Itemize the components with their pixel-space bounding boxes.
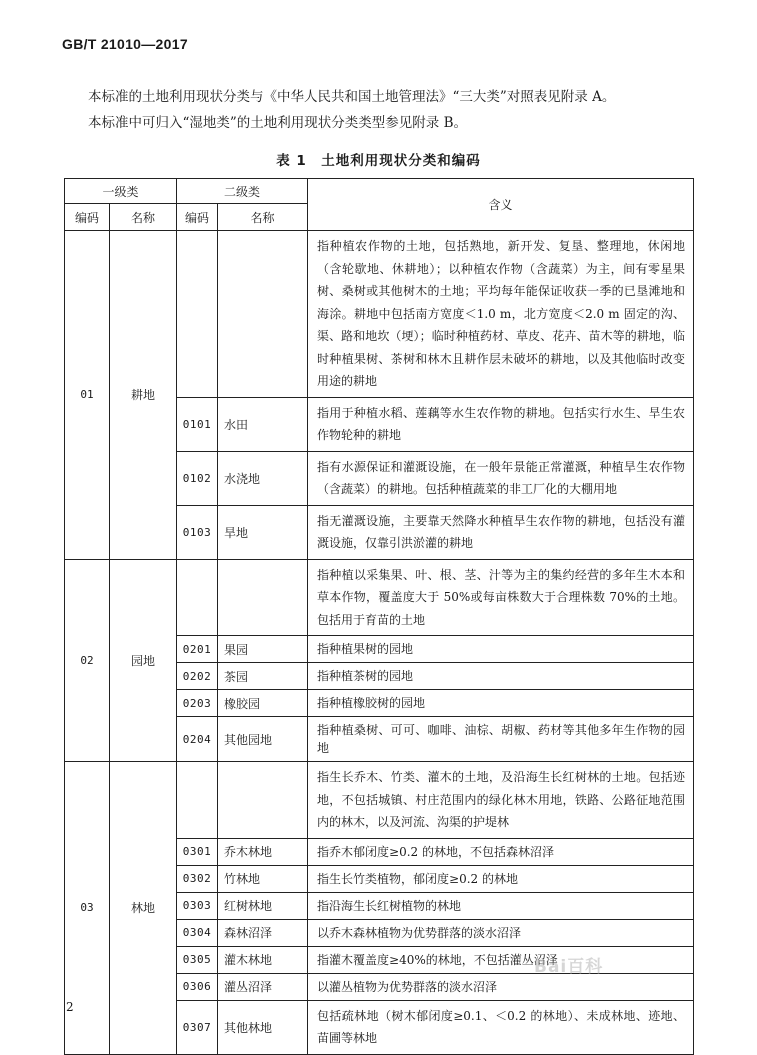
definition: 指沿海生长红树植物的林地 <box>308 892 694 919</box>
header-level2: 二级类 <box>177 179 308 204</box>
level2-name: 茶园 <box>218 663 308 690</box>
level2-code: 0306 <box>177 973 218 1000</box>
level2-name: 竹林地 <box>218 865 308 892</box>
definition: 指种植橡胶树的园地 <box>308 690 694 717</box>
table-row <box>65 231 694 398</box>
definition: 包括疏林地（树木郁闭度≥0.1、＜0.2 的林地）、未成林地、迹地、苗圃等林地 <box>308 1000 694 1054</box>
definition: 指种植桑树、可可、咖啡、油棕、胡椒、药材等其他多年生作物的园地 <box>308 717 694 762</box>
header-level2-name: 名称 <box>218 204 308 231</box>
level1-code: 02 <box>65 559 110 762</box>
level2-code: 0303 <box>177 892 218 919</box>
level1-code: 01 <box>65 231 110 560</box>
table-row <box>65 762 694 839</box>
level2-name: 红树林地 <box>218 892 308 919</box>
level2-code-empty <box>177 762 218 839</box>
level2-name: 灌丛沼泽 <box>218 973 308 1000</box>
page-number: 2 <box>66 1000 74 1014</box>
definition: 指种植茶树的园地 <box>308 663 694 690</box>
header-level1: 一级类 <box>65 179 177 204</box>
level2-name: 其他林地 <box>218 1000 308 1054</box>
table-title: 表 1 土地利用现状分类和编码 <box>276 153 481 169</box>
level1-name: 耕地 <box>110 231 177 560</box>
definition: 指种植果树的园地 <box>308 636 694 663</box>
level2-code-empty <box>177 559 218 636</box>
level2-name: 其他园地 <box>218 717 308 762</box>
level2-code: 0305 <box>177 946 218 973</box>
level2-code: 0202 <box>177 663 218 690</box>
definition: 指灌木覆盖度≥40%的林地，不包括灌丛沼泽 <box>308 946 694 973</box>
level2-name-empty <box>218 762 308 839</box>
land-use-classification-table <box>64 178 694 1055</box>
level1-name: 园地 <box>110 559 177 762</box>
definition: 指生长乔木、竹类、灌木的土地，及沿海生长红树林的土地。包括迹地，不包括城镇、村庄范围内的绿化林木用地，铁路、公路征地范围内的林木，以及河流、沟渠的护堤林 <box>308 762 694 839</box>
definition: 指乔木郁闭度≥0.2 的林地，不包括森林沼泽 <box>308 838 694 865</box>
level2-name-empty <box>218 559 308 636</box>
definition: 指用于种植水稻、莲藕等水生农作物的耕地。包括实行水生、旱生农作物轮种的耕地 <box>308 397 694 451</box>
level2-name: 乔木林地 <box>218 838 308 865</box>
level2-code-empty <box>177 231 218 398</box>
intro-paragraph-1: 本标准的土地利用现状分类与《中华人民共和国土地管理法》“三大类”对照表见附录 A。 <box>88 89 616 105</box>
header-meaning: 含义 <box>308 179 694 231</box>
level2-code: 0204 <box>177 717 218 762</box>
level2-code: 0203 <box>177 690 218 717</box>
level2-code: 0302 <box>177 865 218 892</box>
level2-name: 旱地 <box>218 505 308 559</box>
definition: 以乔木森林植物为优势群落的淡水沼泽 <box>308 919 694 946</box>
level2-code: 0102 <box>177 451 218 505</box>
definition: 指无灌溉设施，主要靠天然降水种植旱生农作物的耕地，包括没有灌溉设施，仅靠引洪淤灌的耕地 <box>308 505 694 559</box>
standard-code: GB/T 21010—2017 <box>62 36 188 52</box>
level2-code: 0101 <box>177 397 218 451</box>
header-level1-name: 名称 <box>110 204 177 231</box>
definition: 指种植农作物的土地，包括熟地，新开发、复垦、整理地，休闲地（含轮歇地、休耕地）；以种植农作物（含蔬菜）为主，间有零星果树、桑树或其他树木的土地；平均每年能保证收获一季的已垦滩地和海涂。耕地中包括南方宽度＜1.0 m，北方宽度＜2.0 m 固定的沟、渠、路和地坎（埂）；临时种植药材、草皮、花卉、苗木等的耕地，临时种植果树、茶树和林木且耕作层未破坏的耕地，以及其他临时改变用途的耕地 <box>308 231 694 398</box>
definition: 以灌丛植物为优势群落的淡水沼泽 <box>308 973 694 1000</box>
level2-code: 0103 <box>177 505 218 559</box>
watermark-logo: Bai百科 <box>534 957 604 977</box>
level2-code: 0201 <box>177 636 218 663</box>
level2-name: 水浇地 <box>218 451 308 505</box>
level2-code: 0301 <box>177 838 218 865</box>
definition: 指有水源保证和灌溉设施，在一般年景能正常灌溉，种植旱生农作物（含蔬菜）的耕地。包括种植蔬菜的非工厂化的大棚用地 <box>308 451 694 505</box>
definition: 指生长竹类植物，郁闭度≥0.2 的林地 <box>308 865 694 892</box>
definition: 指种植以采集果、叶、根、茎、汁等为主的集约经营的多年生木本和草本作物，覆盖度大于 50%或每亩株数大于合理株数 70%的土地。包括用于育苗的土地 <box>308 559 694 636</box>
level2-code: 0304 <box>177 919 218 946</box>
header-level1-code: 编码 <box>65 204 110 231</box>
level1-name: 林地 <box>110 762 177 1055</box>
level1-code: 03 <box>65 762 110 1055</box>
header-level2-code: 编码 <box>177 204 218 231</box>
level2-name: 果园 <box>218 636 308 663</box>
level2-name: 橡胶园 <box>218 690 308 717</box>
level2-code: 0307 <box>177 1000 218 1054</box>
level2-name: 水田 <box>218 397 308 451</box>
intro-paragraph-2: 本标准中可归入“湿地类”的土地利用现状分类类型参见附录 B。 <box>88 115 468 131</box>
level2-name-empty <box>218 231 308 398</box>
table-row <box>65 559 694 636</box>
level2-name: 森林沼泽 <box>218 919 308 946</box>
level2-name: 灌木林地 <box>218 946 308 973</box>
